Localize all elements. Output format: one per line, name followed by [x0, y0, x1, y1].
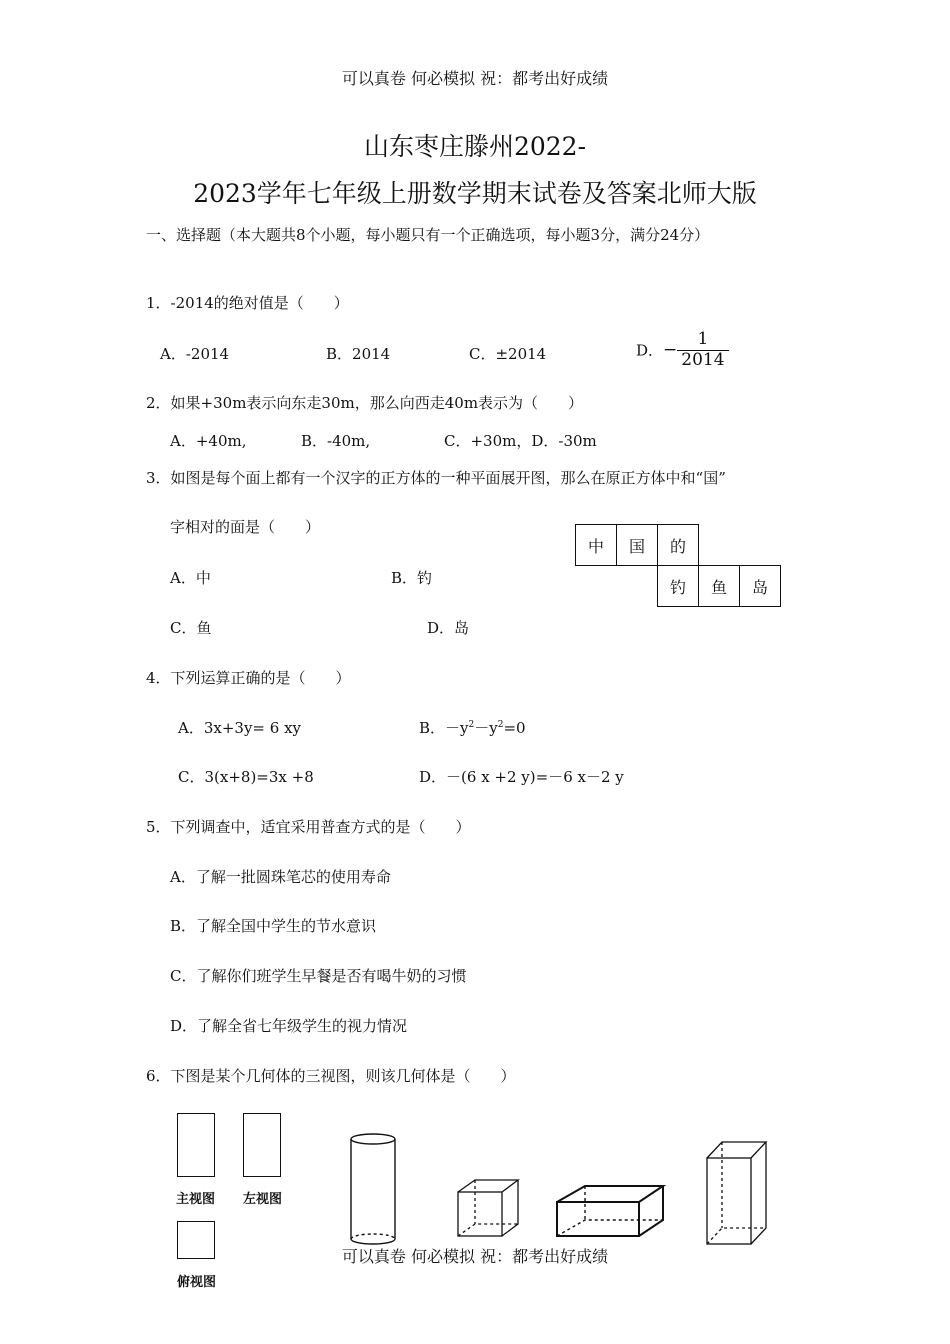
q6-stem: 6．下图是某个几何体的三视图，则该几何体是（ ） — [146, 1067, 516, 1085]
q1-d-fraction — [677, 330, 728, 370]
doc-title-line1: 山东枣庄滕州2022- — [363, 132, 587, 161]
q2-option-b: B．-40m, — [301, 432, 371, 450]
q5-option-b: B．了解全国中学生的节水意识 — [170, 917, 377, 935]
front-view-label: 主视图 — [176, 1192, 216, 1207]
net-cell-5: 鱼 — [698, 565, 740, 607]
q5-stem: 5．下列调查中，适宜采用普查方式的是（ ） — [146, 818, 471, 836]
q4-stem: 4．下列运算正确的是（ ） — [146, 669, 351, 687]
flat-prism-shape — [557, 1186, 663, 1236]
q4-option-b — [419, 717, 526, 738]
q1-stem: 1．-2014的绝对值是（ ） — [146, 294, 349, 312]
page-header: 可以真卷 何必模拟 祝：都考出好成绩 — [341, 69, 609, 88]
section-heading: 一、选择题（本大题共8个小题，每小题只有一个正确选项，每小题3分，满分24分） — [146, 226, 710, 244]
q2-stem: 2．如果+30m表示向东走30m，那么向西走40m表示为（ ） — [146, 394, 584, 412]
q1-option-a: A．-2014 — [160, 345, 230, 363]
q2-option-cd: C．+30m，D．-30m — [444, 432, 597, 450]
q3-stem: 3．如图是每个面上都有一个汉字的正方体的一种平面展开图，那么在原正方体中和“国” — [146, 469, 726, 487]
q3-option-c: C．鱼 — [170, 619, 212, 637]
doc-title-line2: 2023学年七年级上册数学期末试卷及答案北师大版 — [193, 179, 757, 208]
q5-option-c: C．了解你们班学生早餐是否有喝牛奶的习惯 — [170, 967, 467, 985]
q4-b-exp1: 2 — [468, 720, 475, 730]
q4-option-c: C．3(x+8)=3x +8 — [178, 768, 314, 786]
front-view-rect — [177, 1113, 215, 1177]
q1-d-sign: − — [663, 340, 678, 361]
q1-option-d — [636, 330, 729, 370]
q3-stem-2: 字相对的面是（ ） — [170, 518, 321, 536]
net-cell-6: 岛 — [739, 565, 781, 607]
cube-shape — [458, 1180, 518, 1236]
q5-option-a: A．了解一批圆珠笔芯的使用寿命 — [170, 868, 391, 886]
left-view-rect — [243, 1113, 281, 1177]
net-cell-1: 中 — [575, 524, 617, 566]
q1-d-numerator: 1 — [697, 329, 709, 349]
q3-option-d: D．岛 — [427, 619, 470, 637]
net-cell-4: 钓 — [657, 565, 699, 607]
q5-option-d: D．了解全省七年级学生的视力情况 — [170, 1017, 408, 1035]
cylinder-shape — [351, 1134, 395, 1244]
q1-option-b: B．2014 — [326, 345, 391, 363]
q4-b-post: =0 — [503, 719, 526, 737]
q4-b-pre: B．－y — [419, 719, 469, 737]
q1-option-c: C．±2014 — [469, 345, 547, 363]
q4-option-d: D．－(6 x +2 y)=－6 x－2 y — [419, 768, 624, 786]
q4-option-a: A．3x+3y= 6 xy — [178, 719, 302, 737]
q1-d-denominator: 2014 — [677, 350, 728, 371]
q4-b-exp2: 2 — [497, 720, 504, 730]
left-view-label: 左视图 — [243, 1192, 283, 1207]
net-cell-2: 国 — [616, 524, 658, 566]
q1-d-prefix: D． — [636, 341, 664, 360]
page-footer: 可以真卷 何必模拟 祝：都考出好成绩 — [341, 1247, 609, 1266]
tall-prism-shape — [707, 1142, 766, 1244]
q2-option-a: A．+40m, — [170, 432, 247, 450]
q3-option-b: B．钓 — [391, 569, 433, 587]
q3-option-a: A．中 — [170, 569, 211, 587]
q4-b-mid: －y — [474, 719, 498, 737]
net-cell-3: 的 — [657, 524, 699, 566]
solid-options-figure — [340, 1130, 780, 1260]
top-view-label: 俯视图 — [177, 1275, 217, 1290]
